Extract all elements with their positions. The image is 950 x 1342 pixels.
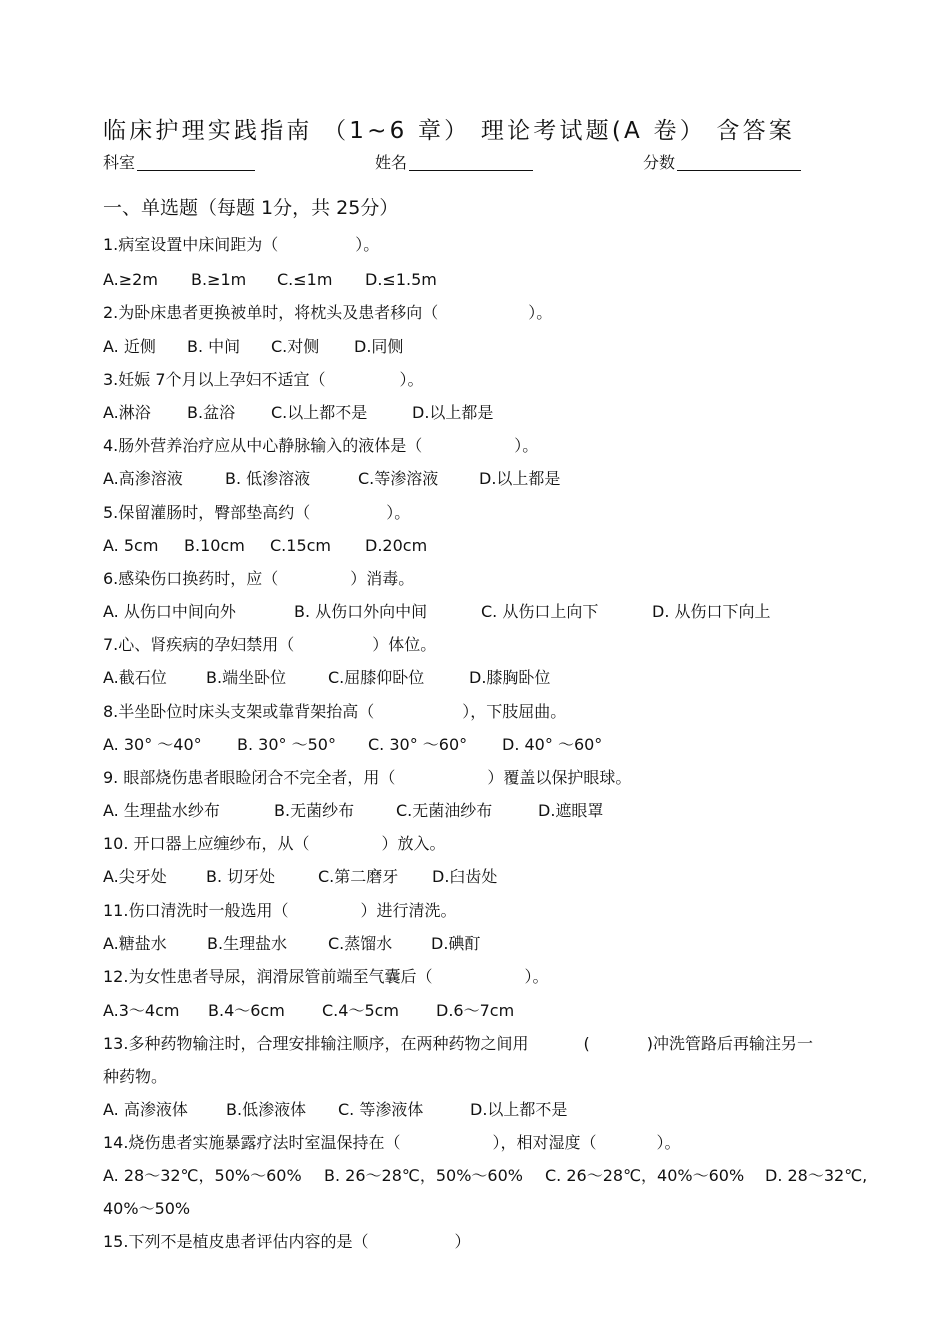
option: A.尖牙处 (103, 867, 167, 886)
option: C.4～5cm (322, 1001, 400, 1020)
question-1-options (103, 270, 437, 290)
option: A.高渗溶液 (103, 469, 183, 488)
question-6-stem: 6.感染伤口换药时，应（ ）消毒。 (103, 569, 415, 588)
option: C.无菌油纱布 (396, 801, 493, 820)
option: A.3～4cm (103, 1001, 180, 1020)
option: A.截石位 (103, 668, 167, 687)
option: B. 中间 (187, 337, 241, 356)
name-label: 姓名 (375, 153, 408, 172)
question-9-options (103, 801, 603, 821)
option: B. 26～28℃，50%～60% (324, 1166, 523, 1185)
option: A.糖盐水 (103, 934, 167, 953)
option: D.以上都不是 (470, 1100, 568, 1119)
name-blank (409, 154, 533, 171)
question-4-stem: 4.肠外营养治疗应从中心静脉输入的液体是（ ）。 (103, 436, 539, 455)
question-8-options (103, 735, 602, 755)
option: A. 近侧 (103, 337, 156, 356)
option: C.≤1m (277, 270, 333, 289)
question-14-continuation: 40%～50% (103, 1199, 191, 1218)
option: C. 等渗液体 (338, 1100, 424, 1119)
question-13-continuation: 种药物。 (103, 1067, 168, 1086)
score-label: 分数 (643, 153, 676, 172)
option: C.蒸馏水 (328, 934, 393, 953)
score-blank (677, 154, 801, 171)
option: D.20cm (365, 536, 428, 555)
option: C.第二磨牙 (318, 867, 399, 886)
option: D.膝胸卧位 (469, 668, 551, 687)
dept-field (103, 150, 255, 173)
option: B.≥1m (191, 270, 247, 289)
question-8-stem: 8.半坐卧位时床头支架或靠背架抬高（ ），下肢屈曲。 (103, 702, 567, 721)
option: B. 切牙处 (206, 867, 276, 886)
option: C.等渗溶液 (358, 469, 439, 488)
option: A. 高渗液体 (103, 1100, 188, 1119)
option: D.碘酊 (431, 934, 481, 953)
option: C. 30° ～60° (368, 735, 468, 754)
question-1-stem: 1.病室设置中床间距为（ ）。 (103, 235, 380, 254)
option: D.≤1.5m (365, 270, 437, 289)
question-13-stem: 13.多种药物输注时，合理安排输注顺序，在两种药物之间用 ( )冲洗管路后再输注另一 (103, 1034, 813, 1053)
dept-label: 科室 (103, 153, 136, 172)
option: D. 从伤口下向上 (652, 602, 771, 621)
question-4-options (103, 469, 560, 489)
option: D.6～7cm (436, 1001, 515, 1020)
option: C.屈膝仰卧位 (328, 668, 425, 687)
option: B. 从伤口外向中间 (294, 602, 428, 621)
option: A. 生理盐水纱布 (103, 801, 220, 820)
question-13-options (103, 1100, 567, 1120)
option: B.无菌纱布 (274, 801, 355, 820)
section-heading: 一、单选题（每题 1分，共 25分） (103, 197, 399, 219)
option: C. 从伤口上向下 (481, 602, 599, 621)
question-3-stem: 3.妊娠 7个月以上孕妇不适宜（ ）。 (103, 370, 424, 389)
option: D.同侧 (354, 337, 404, 356)
option: D. 28～32℃, (765, 1166, 868, 1185)
option: D. 40° ～60° (502, 735, 603, 754)
question-12-options (103, 1001, 514, 1021)
question-3-options (103, 403, 493, 423)
option: A.淋浴 (103, 403, 151, 422)
option: A. 从伤口中间向外 (103, 602, 236, 621)
question-2-stem: 2.为卧床患者更换被单时，将枕头及患者移向（ ）。 (103, 303, 553, 322)
name-field (375, 150, 533, 173)
question-9-stem: 9. 眼部烧伤患者眼睑闭合不完全者，用（ ）覆盖以保护眼球。 (103, 768, 632, 787)
option: D.遮眼罩 (538, 801, 604, 820)
option: A. 30° ～40° (103, 735, 202, 754)
question-7-stem: 7.心、肾疾病的孕妇禁用（ ）体位。 (103, 635, 437, 654)
option: D.臼齿处 (432, 867, 498, 886)
option: B.端坐卧位 (206, 668, 287, 687)
question-5-stem: 5.保留灌肠时，臀部垫高约（ ）。 (103, 503, 411, 522)
option: A.≥2m (103, 270, 158, 289)
option: B.盆浴 (187, 403, 236, 422)
question-6-options (103, 602, 771, 622)
option: A. 5cm (103, 536, 159, 555)
question-11-stem: 11.伤口清洗时一般选用（ ）进行清洗。 (103, 901, 457, 920)
option: C.以上都不是 (271, 403, 368, 422)
question-15-stem: 15.下列不是植皮患者评估内容的是（ ） (103, 1232, 471, 1251)
question-10-options (103, 867, 497, 887)
score-field (643, 150, 801, 173)
option: C.15cm (270, 536, 331, 555)
question-11-options (103, 934, 480, 954)
question-5-options (103, 536, 427, 556)
option: B.10cm (184, 536, 245, 555)
question-12-stem: 12.为女性患者导尿，润滑尿管前端至气囊后（ ）。 (103, 967, 549, 986)
option: B.4～6cm (208, 1001, 285, 1020)
question-7-options (103, 668, 550, 688)
question-2-options (103, 337, 403, 357)
question-10-stem: 10. 开口器上应缠纱布，从（ ）放入。 (103, 834, 446, 853)
option: B.生理盐水 (207, 934, 288, 953)
option: D.以上都是 (479, 469, 561, 488)
question-14-options (103, 1166, 867, 1186)
dept-blank (137, 154, 255, 171)
option: A. 28～32℃，50%～60% (103, 1166, 302, 1185)
question-14-stem: 14.烧伤患者实施暴露疗法时室温保持在（ ），相对湿度（ ）。 (103, 1133, 681, 1152)
option: B. 30° ～50° (237, 735, 336, 754)
option: C.对侧 (271, 337, 320, 356)
option: D.以上都是 (412, 403, 494, 422)
option: B. 低渗溶液 (225, 469, 311, 488)
option: B.低渗液体 (226, 1100, 307, 1119)
option: C. 26～28℃，40%～60% (545, 1166, 745, 1185)
exam-title: 临床护理实践指南 （1~6 章） 理论考试题(A 卷） 含答案 (103, 118, 796, 144)
